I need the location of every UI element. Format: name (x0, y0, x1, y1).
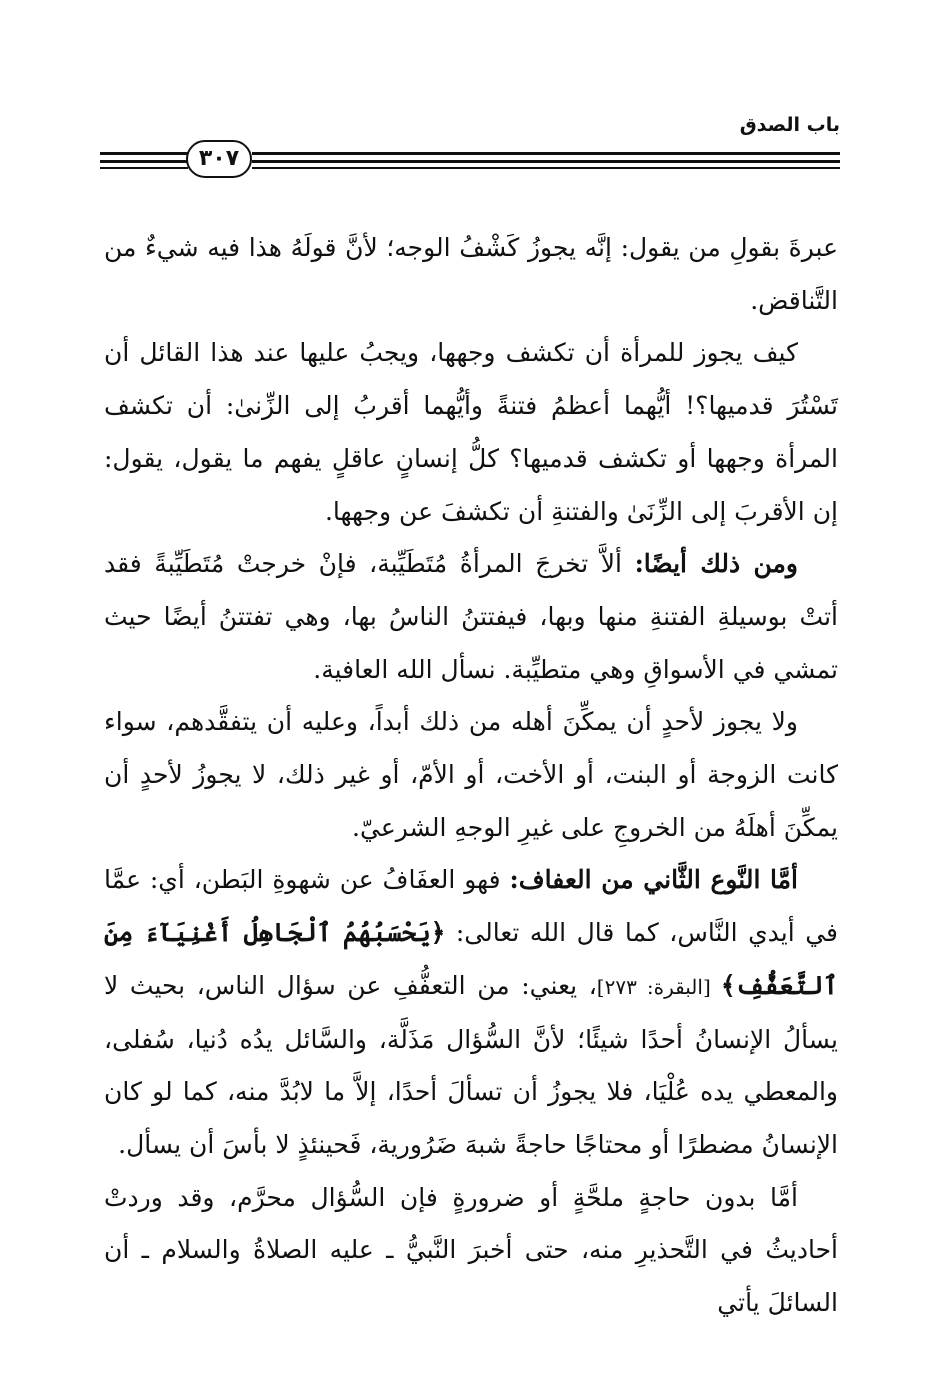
paragraph-text: فهو العفَافُ عن شهوةِ البَطن، أي: عمَّا في أيدي النَّاس، كما قال الله تعالى: (104, 865, 838, 948)
header-rule (252, 160, 840, 163)
paragraph (104, 854, 838, 1171)
paragraph (104, 222, 838, 327)
paragraph-lead: أمَّا النَّوع الثَّاني من العفاف: (509, 865, 799, 895)
verse-reference: [البقرة: ٢٧٣] (596, 974, 721, 999)
header-rule (100, 152, 188, 155)
page-header (100, 108, 840, 178)
quran-verse: ﴿يَحْسَبُهُمُ ٱلْجَاهِلُ أَغْنِيَآءَ مِنَ ٱلتَّعَفُّفِ﴾ (104, 918, 838, 1000)
paragraph-text: كيف يجوز للمرأة أن تكشف وجهها، ويجبُ عليها عند هذا القائل أن تَسْتُرَ قدميها؟! أيُّهما أعظمُ فتنةً وأيُّهما أقربُ إلى الزِّنىٰ: أن تكشف المرأة وجهها أو تكشف قدميها؟ كلُّ إنسانٍ عاقلٍ يفهم ما يقول، يقول: إن الأقربَ إلى الزِّنَىٰ والفتنةِ أن تكشفَ عن وجهها. (104, 338, 838, 526)
header-rule (252, 167, 840, 169)
header-rule (100, 167, 188, 169)
paragraph-text: ، يعني: من التعفُّفِ عن سؤال الناس، بحيث لا يسألُ الإنسانُ أحدًا شيئًا؛ لأنَّ السُّؤال مَذَلَّة، والسَّائل يدُه دُنيا، سُفلى، والمعطي يده عُلْيَا، فلا يجوزُ أن تسألَ أحدًا، إلاَّ ما لابُدَّ منه، كما لو كان الإنسانُ مضطرًا أو محتاجًا حاجةً شبهَ ضَرُورية، فَحينئذٍ لا بأسَ أن يسأل. (104, 970, 838, 1159)
paragraph-text: عبرةَ بقولِ من يقول: إنَّه يجوزُ كَشْفُ الوجه؛ لأنَّ قولَهُ هذا فيه شيءٌ من التَّناقض. (104, 233, 838, 315)
paragraph (104, 1172, 838, 1330)
paragraph (104, 327, 838, 538)
page-body (104, 222, 838, 1330)
paragraph (104, 696, 838, 854)
paragraph (104, 538, 838, 696)
paragraph-text: ألاَّ تخرجَ المرأةُ مُتَطَيِّبة، فإنْ خرجتْ مُتَطَيِّبةً فقد أتتْ بوسيلةِ الفتنةِ منها وبها، فيفتتنُ الناسُ بها، وهي تفتتنُ أيضًا حيث تمشي في الأسواقِ وهي متطيِّبة. نسأل الله العافية. (104, 549, 838, 684)
paragraph-text: أمَّا بدون حاجةٍ ملحَّةٍ أو ضرورةٍ فإن السُّؤال محرَّم، وقد وردتْ أحاديثُ في التَّحذيرِ منه، حتى أخبرَ النَّبيُّ ـ عليه الصلاةُ والسلام ـ أن السائلَ يأتي (104, 1182, 838, 1318)
paragraph-lead: ومن ذلك أيضًا: (634, 549, 798, 579)
header-rule (252, 152, 840, 155)
page-number: ٣٠٧ (186, 140, 252, 178)
paragraph-text: ولا يجوز لأحدٍ أن يمكِّنَ أهله من ذلك أبداً، وعليه أن يتفقَّدهم، سواء كانت الزوجة أو البنت، أو الأخت، أو الأمّ، أو غير ذلك، لا يجوزُ لأحدٍ أن يمكِّنَ أهلَهُ من الخروجِ على غيرِ الوجهِ الشرعيّ. (104, 707, 838, 842)
chapter-title: باب الصدق (739, 114, 840, 136)
header-rule (100, 160, 188, 163)
